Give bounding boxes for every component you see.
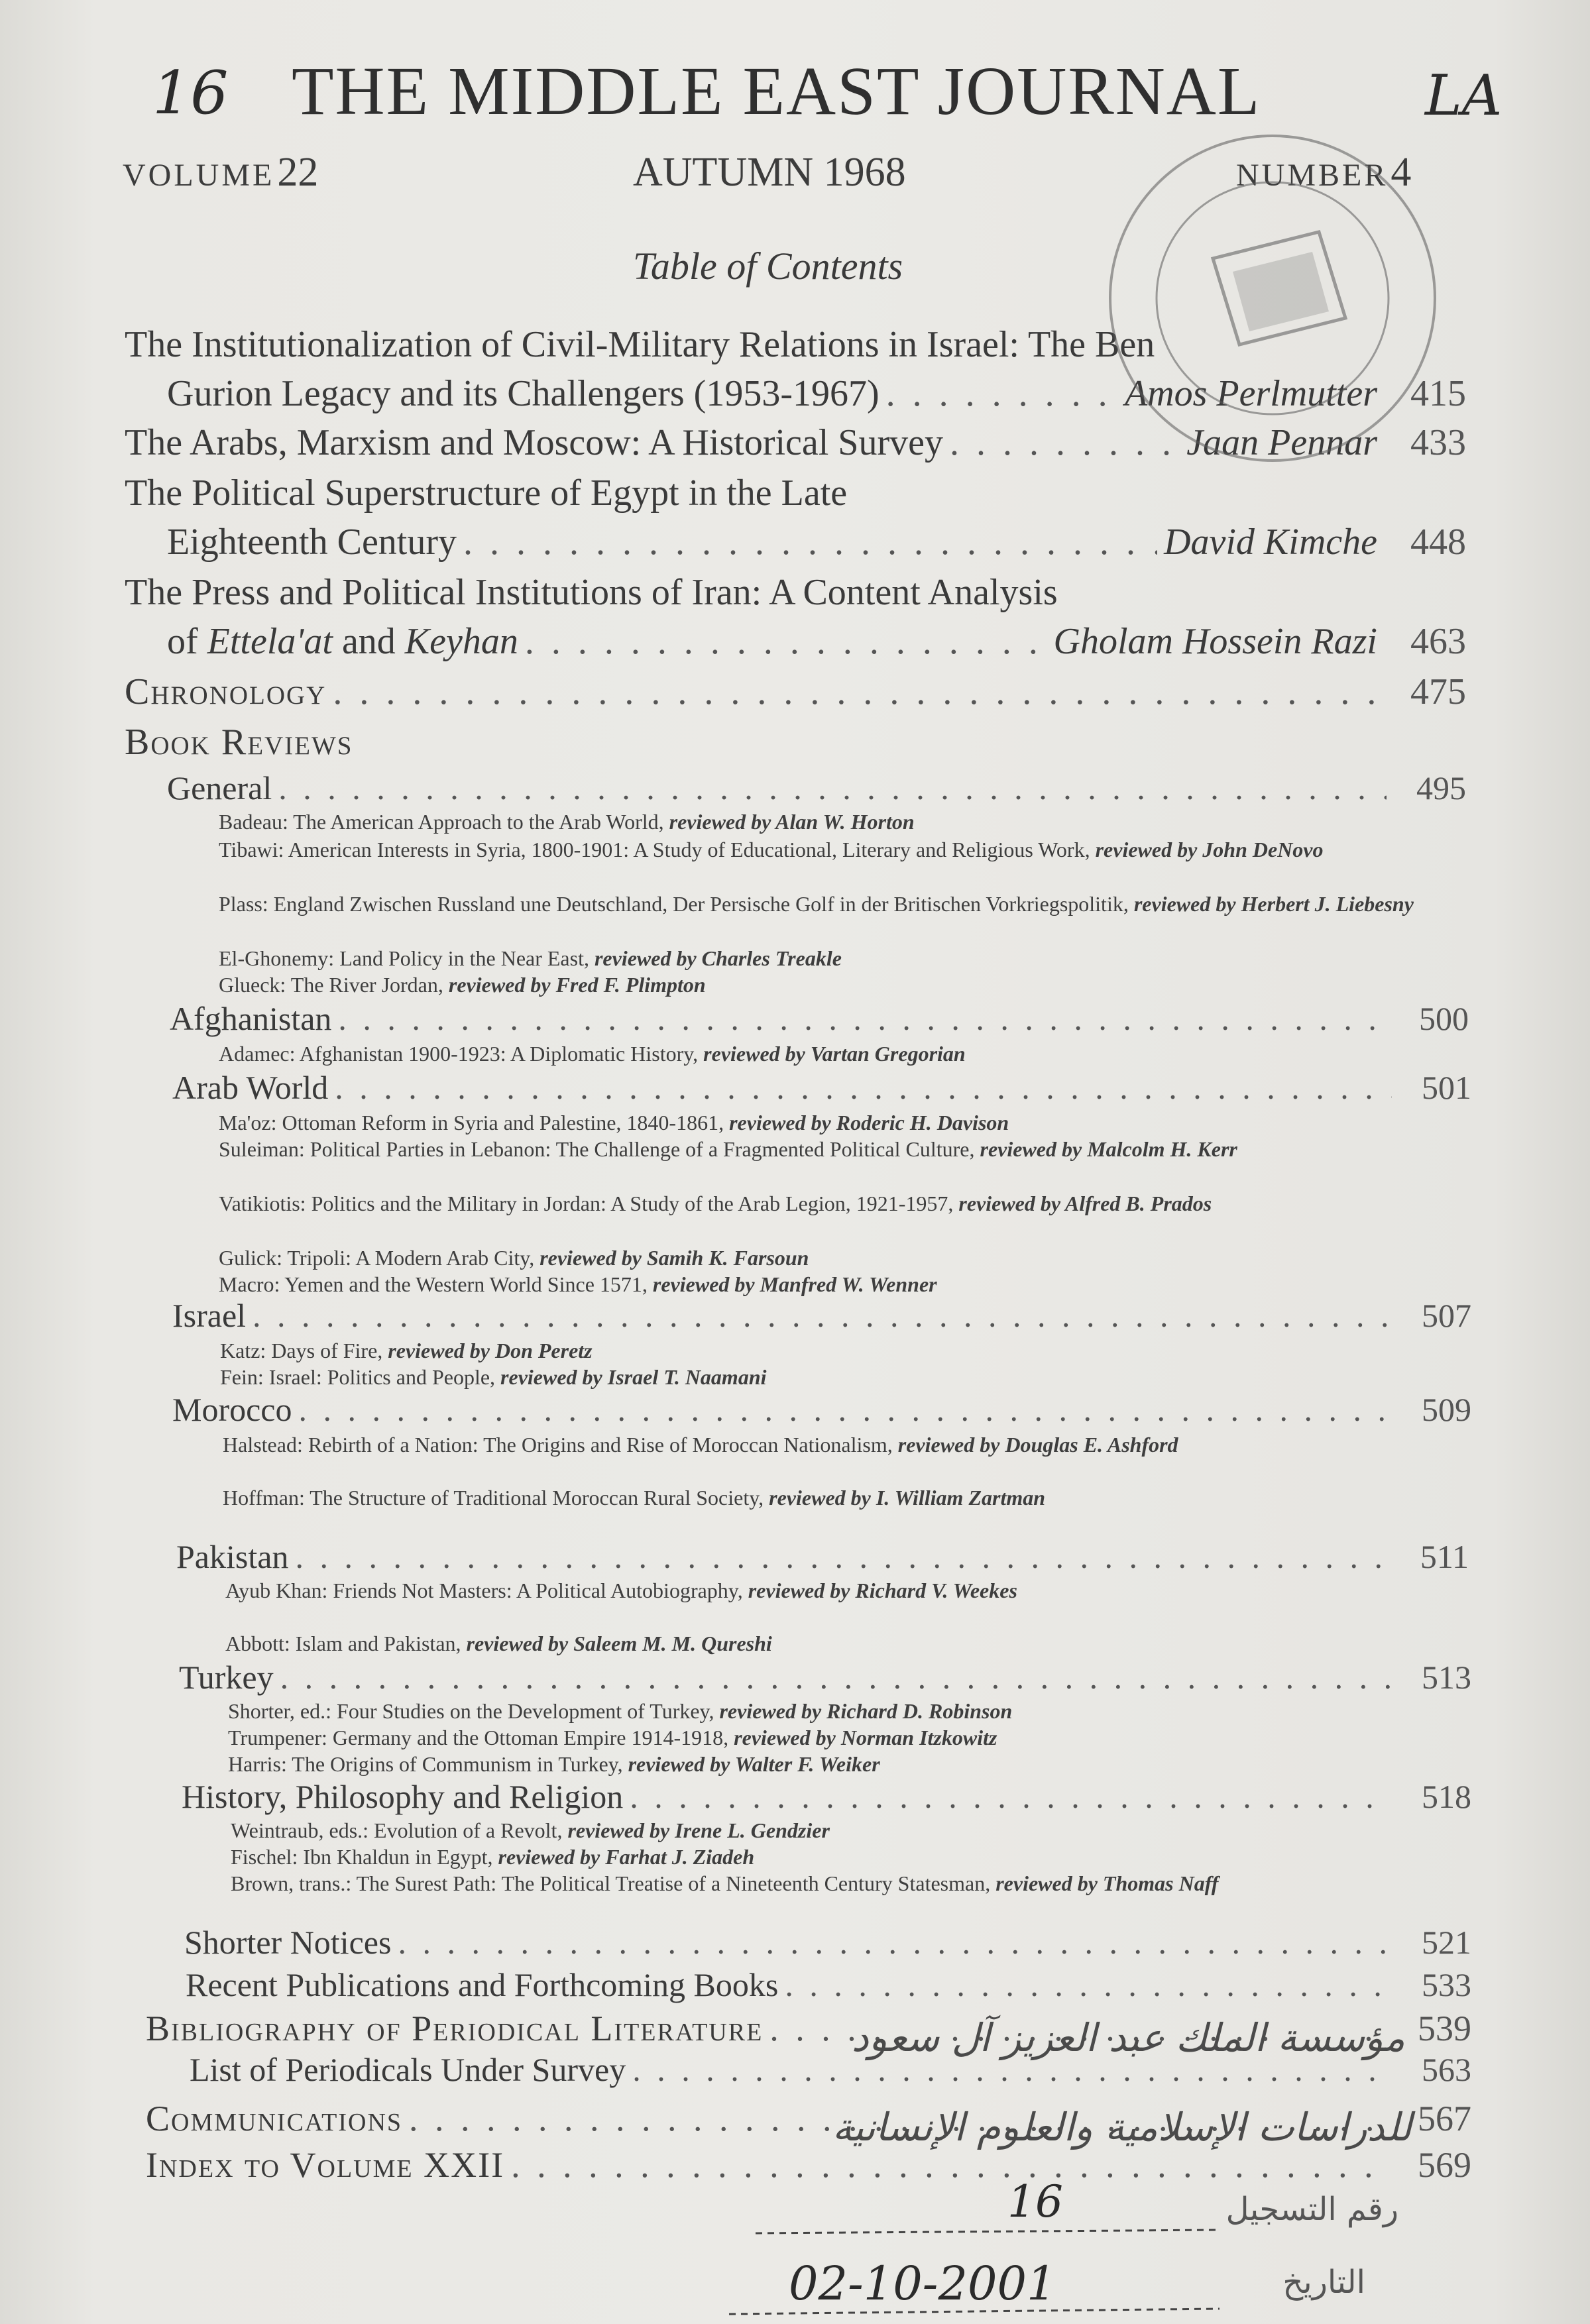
review-item: Brown, trans.: The Surest Path: The Political Treatise of a Nineteenth Century Statesman, reviewed by Thomas Naff xyxy=(231,1871,1219,1895)
review-item: Ayub Khan: Friends Not Masters: A Political Autobiography, reviewed by Richard V. Weekes xyxy=(225,1578,1017,1602)
section-history-page: 518 xyxy=(1422,1778,1471,1815)
review-item: Suleiman: Political Parties in Lebanon: The Challenge of a Fragmented Political Culture, reviewed by Malcolm H. Kerr xyxy=(219,1137,1237,1161)
review-item: Halstead: Rebirth of a Nation: The Origins and Rise of Moroccan Nationalism, reviewed by Douglas E. Ashford xyxy=(223,1433,1178,1457)
article-2-line1: The Arabs, Marxism and Moscow: A Historical Survey xyxy=(125,422,943,463)
section-shorter-notices xyxy=(184,1923,1471,1962)
article-2-page: 433 xyxy=(1410,422,1466,463)
leader-dots xyxy=(280,1658,1392,1696)
article-3-page: 448 xyxy=(1410,522,1466,563)
chronology-page: 475 xyxy=(1410,671,1466,712)
section-morocco xyxy=(172,1390,1471,1429)
review-item: Fein: Israel: Politics and People, reviewed by Israel T. Naamani xyxy=(220,1365,767,1389)
review-item: Adamec: Afghanistan 1900-1923: A Diplomatic History, reviewed by Vartan Gregorian xyxy=(219,1042,966,1066)
article-4-page: 463 xyxy=(1410,621,1466,662)
journal-title: THE MIDDLE EAST JOURNAL xyxy=(292,53,1261,129)
article-1-line1: The Institutionalization of Civil-Military Relations in Israel: The Ben xyxy=(125,324,1155,365)
section-pakistan-name: Pakistan xyxy=(176,1538,289,1575)
review-item: Fischel: Ibn Khaldun in Egypt, reviewed by Farhat J. Ziadeh xyxy=(231,1845,755,1869)
section-pakistan xyxy=(176,1537,1469,1576)
leader-dots xyxy=(630,1777,1392,1816)
article-4-of: of xyxy=(167,621,198,662)
periodicals-label: List of Periodicals Under Survey xyxy=(190,2051,626,2088)
toc-heading: Table of Contents xyxy=(633,245,903,288)
library-stamp xyxy=(1034,99,1458,497)
article-4-author: Gholam Hossein Razi xyxy=(1053,621,1377,662)
section-afghanistan-name: Afghanistan xyxy=(170,1000,332,1037)
article-4-and: and xyxy=(341,621,396,662)
section-recent-publications-page: 533 xyxy=(1422,1966,1471,2003)
section-morocco-page: 509 xyxy=(1422,1391,1471,1428)
review-item: Macro: Yemen and the Western World Since 1571, reviewed by Manfred W. Wenner xyxy=(219,1272,937,1296)
review-item: Glueck: The River Jordan, reviewed by Fred F. Plimpton xyxy=(219,973,706,997)
section-turkey-page: 513 xyxy=(1422,1659,1471,1696)
review-item: Tibawi: American Interests in Syria, 1800-1901: A Study of Educational, Literary and Religious Work, reviewed by John DeNovo xyxy=(219,838,1324,861)
leader-dots xyxy=(278,769,1387,807)
section-afghanistan xyxy=(170,999,1469,1038)
volume xyxy=(123,149,318,196)
leader-dots xyxy=(785,1965,1392,2004)
communications-label: Communications xyxy=(146,2099,403,2138)
article-1-page: 415 xyxy=(1410,373,1466,414)
review-item: Abbott: Islam and Pakistan, reviewed by Saleem M. M. Qureshi xyxy=(225,1632,772,1655)
section-history xyxy=(182,1777,1471,1816)
number-value: 4 xyxy=(1391,150,1412,195)
section-recent-publications-name: Recent Publications and Forthcoming Books xyxy=(186,1966,779,2003)
reg-number: 16 xyxy=(1007,2176,1063,2227)
section-arab-world-name: Arab World xyxy=(172,1069,329,1106)
volume-number: 22 xyxy=(277,150,319,195)
review-item: Harris: The Origins of Communism in Turkey, reviewed by Walter F. Weiker xyxy=(228,1752,880,1776)
section-arab-world-page: 501 xyxy=(1422,1069,1471,1106)
volume-label: VOLUME xyxy=(123,158,275,193)
review-item: Ma'oz: Ottoman Reform in Syria and Palestine, 1840-1861, reviewed by Roderic H. Davison xyxy=(219,1111,1009,1134)
review-item: Gulick: Tripoli: A Modern Arab City, reviewed by Samih K. Farsoun xyxy=(219,1246,809,1270)
section-arab-world xyxy=(172,1068,1471,1107)
leader-dots xyxy=(463,521,1157,563)
chronology-entry xyxy=(125,671,1466,713)
article-3-line2: Eighteenth Century xyxy=(167,522,457,563)
handwritten-mark-left: 16 xyxy=(152,58,229,128)
section-general-name: General xyxy=(167,769,272,806)
article-2-author: Jaan Pennar xyxy=(1186,422,1377,463)
arabic-stamp-text xyxy=(683,2005,1432,2164)
communications-page: 567 xyxy=(1418,2099,1471,2138)
article-4-keyhan: Keyhan xyxy=(404,621,518,662)
handwritten-mark-right: LA xyxy=(1425,63,1503,128)
review-item: Shorter, ed.: Four Studies on the Development of Turkey, reviewed by Richard D. Robinson xyxy=(228,1699,1013,1723)
reg-date: 02-10-2001 xyxy=(789,2256,1056,2311)
review-item: Trumpener: Germany and the Ottoman Empire 1914-1918, reviewed by Norman Itzkowitz xyxy=(228,1726,997,1749)
review-item: Plass: England Zwischen Russland une Deutschland, Der Persische Golf in der Britischen Vorkriegspolitik, reviewed by Herbert J. Liebesny xyxy=(219,892,1414,916)
arabic-stamp-line1: مؤسسة الملك عبد العزيز آل سعود xyxy=(851,2015,1405,2060)
bibliography-label: Bibliography of Periodical Literature xyxy=(146,2009,764,2048)
review-item: Badeau: The American Approach to the Arab World, reviewed by Alan W. Horton xyxy=(219,810,915,834)
leader-dots xyxy=(333,671,1387,713)
article-3-entry xyxy=(167,521,1466,563)
section-turkey-name: Turkey xyxy=(179,1659,274,1696)
article-1-author: Amos Perlmutter xyxy=(1124,373,1377,414)
review-item: Vatikiotis: Politics and the Military in Jordan: A Study of the Arab Legion, 1921-1957, reviewed by Alfred B. Prados xyxy=(219,1191,1212,1215)
registration-stamp xyxy=(716,2167,1445,2319)
article-4-line1: The Press and Political Institutions of Iran: A Content Analysis xyxy=(125,572,1058,613)
article-1-line2: Gurion Legacy and its Challengers (1953-1967) xyxy=(167,373,880,414)
section-general xyxy=(167,769,1466,807)
section-israel-page: 507 xyxy=(1422,1297,1471,1334)
date-label: التاريخ xyxy=(1282,2264,1365,2301)
section-israel xyxy=(172,1296,1471,1335)
section-pakistan-page: 511 xyxy=(1420,1538,1469,1575)
leader-dots xyxy=(338,999,1389,1038)
article-4-ettelaat: Ettela'at xyxy=(207,621,333,662)
section-history-name: History, Philosophy and Religion xyxy=(182,1778,624,1815)
leader-dots xyxy=(335,1068,1392,1107)
section-turkey xyxy=(179,1658,1471,1696)
leader-dots xyxy=(398,1923,1392,1962)
leader-dots xyxy=(295,1537,1389,1576)
article-3-line1: The Political Superstructure of Egypt in the Late xyxy=(125,472,848,514)
issue-season: AUTUMN 1968 xyxy=(633,150,906,195)
section-israel-name: Israel xyxy=(172,1297,247,1334)
section-shorter-notices-name: Shorter Notices xyxy=(184,1924,392,1961)
review-item: El-Ghonemy: Land Policy in the Near East, reviewed by Charles Treakle xyxy=(219,946,842,970)
review-item: Hoffman: The Structure of Traditional Moroccan Rural Society, reviewed by I. William Zartman xyxy=(223,1486,1046,1510)
reg-label: رقم التسجيل xyxy=(1225,2191,1398,2228)
index-label: Index to Volume XXII xyxy=(146,2145,505,2185)
leader-dots xyxy=(299,1390,1392,1429)
number-label: NUMBER xyxy=(1236,158,1389,193)
section-morocco-name: Morocco xyxy=(172,1391,292,1428)
article-4-line2 xyxy=(167,620,518,663)
leader-dots xyxy=(525,620,1047,663)
arabic-stamp-line2: للدراسات الإسلامية والعلوم الإنسانية xyxy=(832,2105,1412,2150)
section-general-page: 495 xyxy=(1416,769,1466,806)
review-item: Weintraub, eds.: Evolution of a Revolt, reviewed by Irene L. Gendzier xyxy=(231,1818,830,1842)
book-reviews-heading: Book Reviews xyxy=(125,722,353,763)
review-item: Katz: Days of Fire, reviewed by Don Peretz xyxy=(220,1339,593,1362)
periodicals-page: 563 xyxy=(1422,2051,1471,2088)
section-shorter-notices-page: 521 xyxy=(1422,1924,1471,1961)
chronology-label: Chronology xyxy=(125,671,327,712)
article-4-entry xyxy=(167,620,1466,663)
section-recent-publications xyxy=(186,1965,1471,2004)
section-afghanistan-page: 500 xyxy=(1419,1000,1469,1037)
leader-dots xyxy=(253,1296,1392,1335)
bibliography-page: 539 xyxy=(1418,2009,1471,2048)
index-page: 569 xyxy=(1418,2145,1471,2185)
article-3-author: David Kimche xyxy=(1164,522,1377,563)
